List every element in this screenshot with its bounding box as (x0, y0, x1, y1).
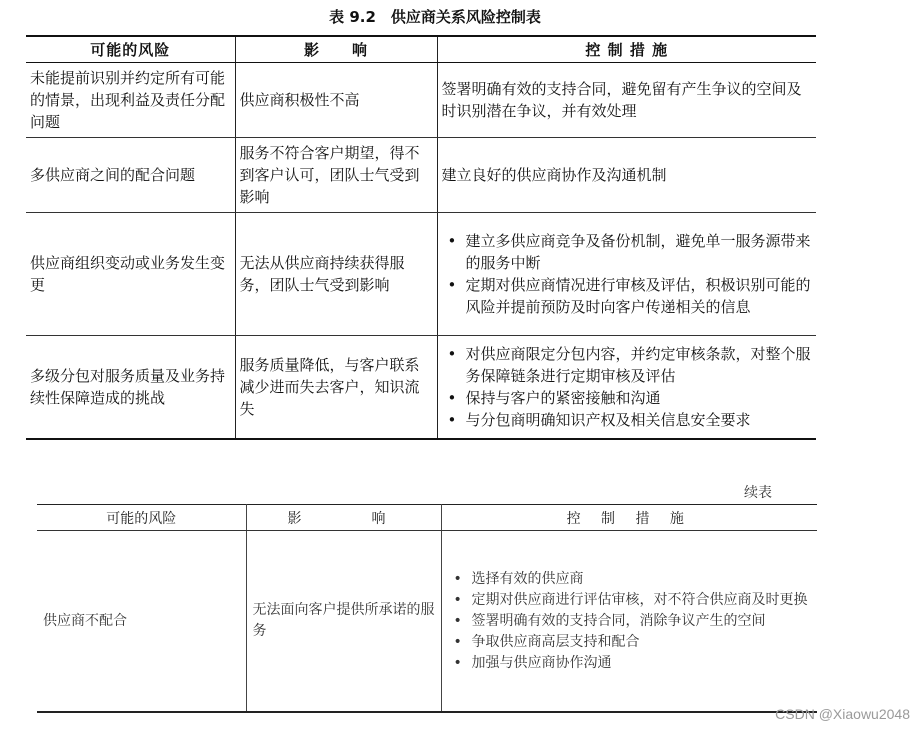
header-risk: 可能的风险 (26, 36, 235, 63)
impact-cell: 无法面向客户提供所承诺的服务 (246, 531, 441, 713)
header-impact: 影 响 (246, 505, 441, 531)
table-header-row (26, 36, 816, 63)
risk-cell: 多级分包对服务质量及业务持续性保障造成的挑战 (26, 336, 235, 440)
measure-item: • 对供应商限定分包内容，并约定审核条款，对整个服务保障链条进行定期审核及评估 (442, 343, 812, 387)
risk-cell: 供应商组织变动或业务发生变更 (26, 213, 235, 336)
measure-text: 建立良好的供应商协作及沟通机制 (441, 166, 667, 184)
risk-cell: 多供应商之间的配合问题 (26, 138, 235, 213)
measure-item: • 加强与供应商协作沟通 (448, 653, 812, 674)
table-header-row (37, 505, 817, 531)
table-row (26, 63, 816, 138)
header-risk: 可能的风险 (37, 505, 246, 531)
measure-item: • 定期对供应商进行评估审核，对不符合供应商及时更换 (448, 590, 812, 611)
impact-cell: 供应商积极性不高 (235, 63, 437, 138)
measures-cell (441, 531, 817, 713)
risk-cell: 供应商不配合 (37, 531, 246, 713)
measure-item: • 建立多供应商竞争及备份机制，避免单一服务源带来的服务中断 (442, 230, 812, 274)
measures-cell (437, 336, 816, 440)
measure-list (442, 343, 812, 431)
impact-cell: 服务质量降低，与客户联系减少进而失去客户，知识流失 (235, 336, 437, 440)
measures-cell (437, 138, 816, 213)
measure-list (448, 569, 812, 674)
measures-cell (437, 63, 816, 138)
impact-cell: 无法从供应商持续获得服务，团队士气受到影响 (235, 213, 437, 336)
header-impact: 影 响 (235, 36, 437, 63)
risk-control-table (26, 35, 816, 440)
table-row (37, 531, 817, 713)
measure-item: • 签署明确有效的支持合同，消除争议产生的空间 (448, 611, 812, 632)
table-row (26, 336, 816, 440)
table-row (26, 138, 816, 213)
measure-item: • 与分包商明确知识产权及相关信息安全要求 (442, 409, 812, 431)
measures-cell (437, 213, 816, 336)
header-measures: 控 制 措 施 (441, 505, 817, 531)
watermark: CSDN @Xiaowu2048 (775, 706, 910, 722)
table-row (26, 213, 816, 336)
header-measures: 控 制 措 施 (437, 36, 816, 63)
continued-label: 续表 (744, 485, 772, 501)
measure-item: • 定期对供应商情况进行审核及评估，积极识别可能的风险并提前预防及时向客户传递相关的信息 (442, 274, 812, 318)
measure-list (442, 230, 812, 318)
measure-item: • 保持与客户的紧密接触和沟通 (442, 387, 812, 409)
measure-item: • 争取供应商高层支持和配合 (448, 632, 812, 653)
measure-item: • 选择有效的供应商 (448, 569, 812, 590)
table-title: 表 9.2 供应商关系风险控制表 (329, 8, 541, 26)
risk-control-table-continued (37, 504, 817, 713)
impact-cell: 服务不符合客户期望，得不到客户认可，团队士气受到影响 (235, 138, 437, 213)
measure-text: 签署明确有效的支持合同，避免留有产生争议的空间及时识别潜在争议，并有效处理 (441, 80, 802, 120)
risk-cell: 未能提前识别并约定所有可能的情景，出现利益及责任分配问题 (26, 63, 235, 138)
